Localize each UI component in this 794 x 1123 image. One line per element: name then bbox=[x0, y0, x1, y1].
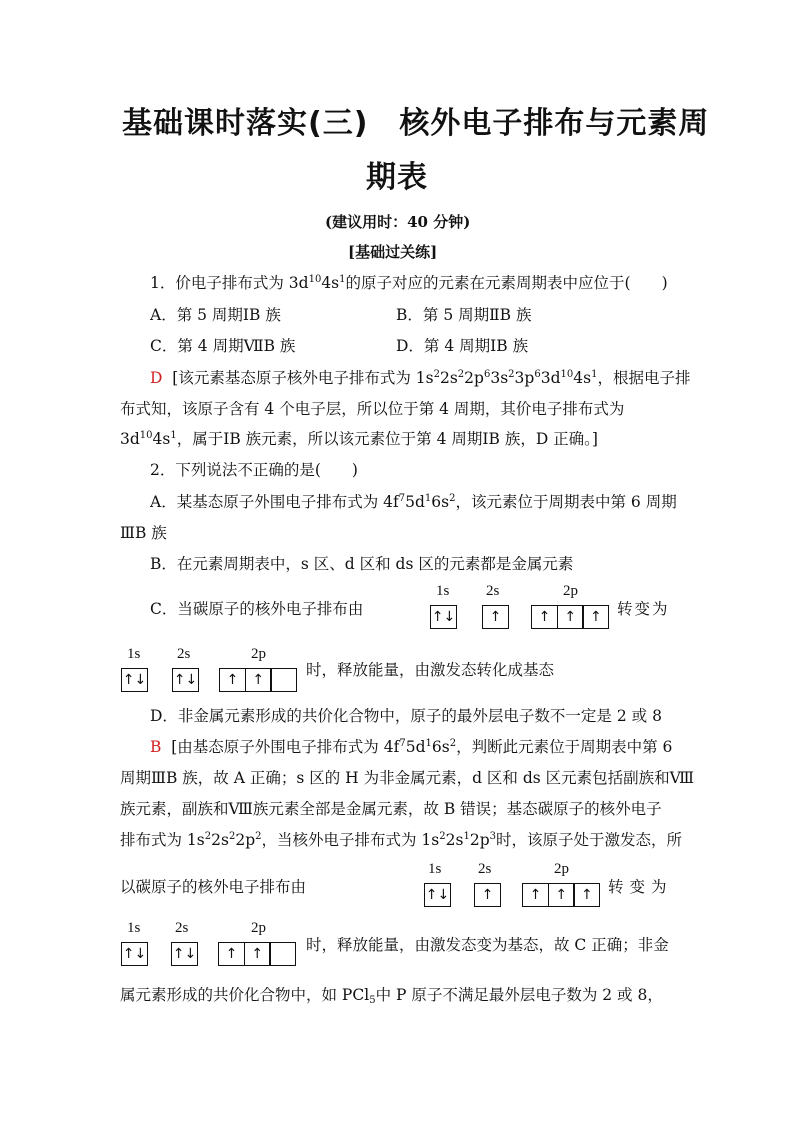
section-heading: [基础过关练] bbox=[348, 243, 438, 261]
q1-option-c: C．第 4 周期ⅦB 族 bbox=[150, 337, 296, 355]
q2-explanation-line6-tail: 时，释放能量，由激发态变为基态，故 C 正确；非金 bbox=[306, 936, 669, 954]
q1-stem: 1．价电子排布式为 $3d^{10}4s^1$的原子对应的元素在元素周期表中应位于( ) bbox=[150, 274, 668, 292]
time-note: (建议用时：40 分钟) bbox=[325, 213, 471, 231]
q2-explanation-line5-tail: 转变为 bbox=[608, 878, 673, 896]
orbital-diagram-excited-1: 1s 2s 2p ↑↓ ↑ ↑ ↑ ↑ bbox=[430, 583, 616, 633]
q2-explanation-line3: 族元素，副族和Ⅷ族元素全部是金属元素，故 B 错误；基态碳原子的核外电子 bbox=[120, 800, 662, 818]
q2-option-c-tail: 时，释放能量，由激发态转化成基态 bbox=[306, 661, 555, 679]
q1-explanation-line1: D [该元素基态原子核外电子排布式为 $1s^22s^22p^63s^23p^63d^{10}4s^1$，根据电子排 bbox=[150, 369, 691, 387]
q2-option-b: B．在元素周期表中，s 区、d 区和 ds 区的元素都是金属元素 bbox=[150, 555, 574, 573]
q1-answer: D bbox=[150, 369, 163, 387]
page-title: 基础课时落实(三) 核外电子排布与元素周 bbox=[122, 106, 710, 141]
q2-explanation-line5-head: 以碳原子的核外电子排布由 bbox=[120, 878, 307, 896]
q2-option-d: D．非金属元素形成的共价化合物中，原子的最外层电子数不一定是 2 或 8 bbox=[150, 707, 662, 725]
q2-explanation-line7: 属元素形成的共价化合物中，如 PCl$_5$中 P 原子不满足最外层电子数为 2 或 8， bbox=[120, 986, 663, 1006]
q2-explanation-line1: B [由基态原子外围电子排布式为 $4f^75d^16s^2$，判断此元素位于周期表中第 6 bbox=[150, 738, 673, 756]
q2-option-c-mid: 转变为 bbox=[617, 600, 670, 618]
q2-option-a-line2: ⅢB 族 bbox=[120, 524, 167, 542]
page-title-line2: 期表 bbox=[366, 160, 428, 195]
q1-option-b: B．第 5 周期ⅡB 族 bbox=[396, 306, 532, 324]
q2-explanation-line4: 排布式为 $1s^22s^22p^2$，当核外电子排布式为 $1s^22s^12p^3$时，该原子处于激发态，所 bbox=[120, 831, 683, 849]
q2-option-a-line1: A．某基态原子外围电子排布式为 $4f^75d^16s^2$，该元素位于周期表中第 6 周期 bbox=[150, 493, 677, 511]
q1-option-d: D．第 4 周期ⅠB 族 bbox=[396, 337, 529, 355]
orbital-diagram-ground-1: 1s 2s 2p ↑↓ ↑↓ ↑ ↑ bbox=[121, 646, 307, 696]
q2-stem: 2．下列说法不正确的是( ) bbox=[150, 461, 358, 479]
q2-answer: B bbox=[150, 738, 162, 756]
q2-option-c-head: C．当碳原子的核外电子排布由 bbox=[150, 600, 364, 618]
orbital-diagram-excited-2: 1s 2s 2p ↑↓ ↑ ↑ ↑ ↑ bbox=[424, 861, 610, 911]
q1-explanation-line2: 布式知，该原子含有 4 个电子层，所以位于第 4 周期，其价电子排布式为 bbox=[120, 400, 625, 418]
q1-explanation-line3: $3d^{10}4s^1$，属于ⅠB 族元素，所以该元素位于第 4 周期ⅠB 族，D 正确。] bbox=[120, 430, 598, 448]
orbital-diagram-ground-2: 1s 2s 2p ↑↓ ↑↓ ↑ ↑ bbox=[121, 920, 307, 970]
q1-option-a: A．第 5 周期ⅠB 族 bbox=[150, 306, 281, 324]
q2-explanation-line2: 周期ⅢB 族，故 A 正确；s 区的 H 为非金属元素，d 区和 ds 区元素包括副族和Ⅷ bbox=[120, 769, 695, 787]
